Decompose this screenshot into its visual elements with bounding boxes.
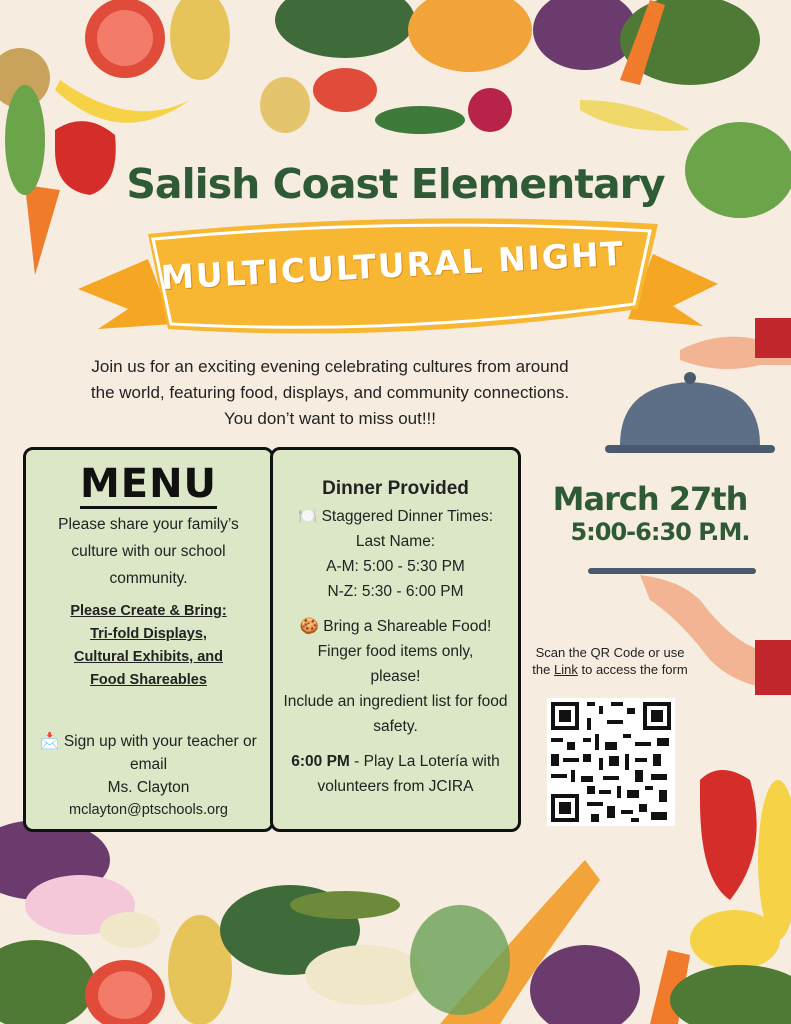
mushroom-icon bbox=[100, 912, 160, 948]
date-text: March 27th bbox=[552, 480, 748, 518]
dill-icon bbox=[410, 905, 510, 1015]
intro-line: the world, featuring food, displays, and community connections. bbox=[90, 383, 570, 402]
cucumber-icon bbox=[290, 891, 400, 919]
bring-line: Food Shareables bbox=[90, 672, 207, 688]
event-title: MULTICULTURAL NIGHT bbox=[160, 233, 626, 298]
tray-icon bbox=[588, 568, 756, 574]
bring-line: Please Create & Bring: bbox=[70, 603, 227, 619]
leaf-icon bbox=[275, 0, 415, 58]
plate-icon: 🍽️ bbox=[297, 508, 318, 525]
bring-list bbox=[26, 600, 271, 692]
ingredient-note: Include an ingredient list for food safety. bbox=[283, 693, 508, 735]
loteria-text: 6:00 PM - Play La Lotería with volunteers from JCIRA bbox=[291, 753, 500, 795]
qr-instructions: Scan the QR Code or use the Link to access the form bbox=[532, 645, 688, 677]
food-heading: 🍪 Bring a Shareable Food! bbox=[299, 618, 492, 635]
loteria-time: 6:00 PM bbox=[291, 753, 350, 770]
last-name-label: Last Name: bbox=[355, 533, 436, 550]
intro-line: Join us for an exciting evening celebrating cultures from around bbox=[91, 357, 569, 376]
squash-icon bbox=[758, 780, 791, 940]
dinner-times: 🍽️ Staggered Dinner Times: bbox=[297, 508, 494, 525]
bell-pepper-icon bbox=[700, 770, 757, 900]
food-note: Finger food items only, please! bbox=[317, 643, 474, 685]
dinner-title: Dinner Provided bbox=[322, 478, 469, 499]
leaf-icon bbox=[0, 940, 95, 1024]
squash-icon bbox=[408, 0, 532, 72]
bring-line: Cultural Exhibits, and bbox=[73, 649, 224, 665]
menu-title: MENU bbox=[79, 461, 218, 507]
contact-email[interactable]: mclayton@ptschools.org bbox=[69, 802, 228, 818]
intro-line: You don’t want to miss out!!! bbox=[224, 409, 436, 428]
dinner-box bbox=[270, 447, 521, 832]
pear-slice-icon bbox=[580, 100, 690, 131]
qr-code[interactable] bbox=[547, 698, 675, 826]
lemon-icon bbox=[690, 910, 780, 970]
beet-icon bbox=[468, 88, 512, 132]
menu-box bbox=[23, 447, 274, 832]
envelope-icon: 📩 bbox=[40, 733, 60, 750]
banana-icon bbox=[55, 80, 190, 123]
cucumber-icon bbox=[375, 106, 465, 134]
onion-slice-icon bbox=[260, 77, 310, 133]
form-link[interactable]: Link bbox=[554, 662, 578, 677]
signup-text: 📩 Sign up with your teacher or email bbox=[40, 733, 257, 773]
intro-text bbox=[40, 354, 620, 432]
cloche-icon bbox=[620, 382, 760, 445]
menu-description: Please share your family’s culture with our school community. bbox=[58, 516, 239, 587]
event-date bbox=[540, 480, 760, 546]
cookie-icon: 🍪 bbox=[299, 618, 319, 635]
onion-icon bbox=[530, 945, 640, 1024]
tomato-slice-icon bbox=[313, 68, 377, 112]
dinner-slot: A-M: 5:00 - 5:30 PM bbox=[326, 558, 465, 575]
school-name: Salish Coast Elementary bbox=[126, 160, 665, 208]
time-text: 5:00-6:30 P.M. bbox=[570, 518, 750, 546]
bring-line: Tri-fold Displays, bbox=[90, 626, 207, 642]
mushroom-icon bbox=[305, 945, 425, 1005]
leaf-icon bbox=[670, 965, 791, 1024]
dinner-slot: N-Z: 5:30 - 6:00 PM bbox=[327, 583, 464, 600]
contact-name: Ms. Clayton bbox=[107, 779, 190, 796]
pear-icon bbox=[170, 0, 230, 80]
